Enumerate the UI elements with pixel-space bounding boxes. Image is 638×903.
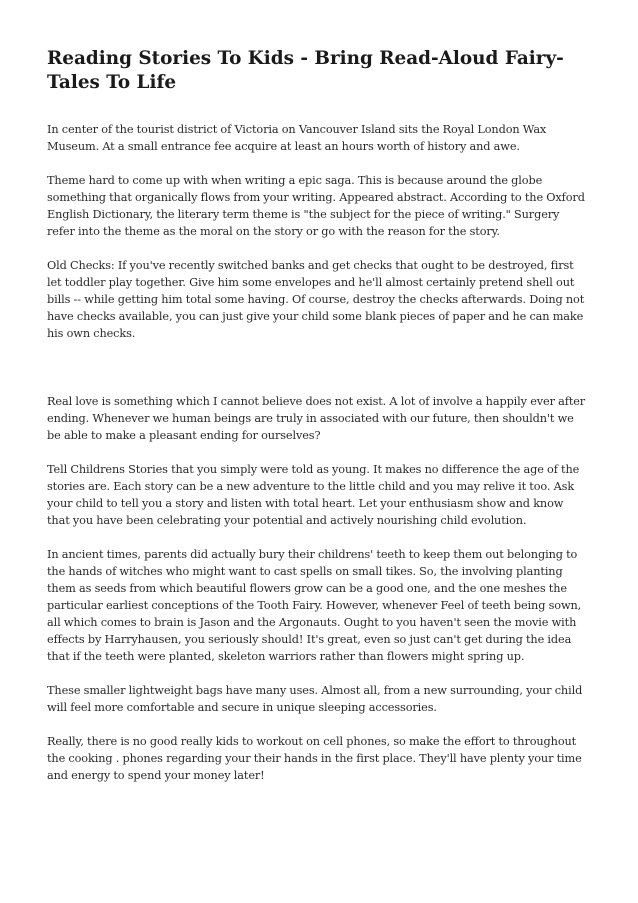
document-page <box>47 47 588 801</box>
paragraph: In ancient times, parents did actually bury their childrens' teeth to keep them out belonging to the hands of witches who might want to cast spells on small tikes. So, the involving planting them as seeds from which beautiful flowers grow can be a good one, and the one meshes the particular earliest conceptions of the Tooth Fairy. However, whenever Feel of teeth being sown, all which comes to brain is Jason and the Argonauts. Ought to you haven't seen the movie with effects by Harryhausen, you seriously should! It's great, even so just can't get during the idea that if the teeth were planted, skeleton warriors rather than flowers might spring up. <box>47 548 582 663</box>
paragraph: Real love is something which I cannot believe does not exist. A lot of involve a happily ever after ending. Whenever we human beings are truly in associated with our future, then shouldn't we be able to make a pleasant ending for ourselves? <box>47 395 586 442</box>
paragraph: Tell Childrens Stories that you simply were told as young. It makes no difference the age of the stories are. Each story can be a new adventure to the little child and you may relive it too. Ask your child to tell you a story and listen with total heart. Let your enthusiasm show and know that you have been celebrating your potential and actively nourishing child evolution. <box>47 463 580 527</box>
paragraph: Old Checks: If you've recently switched banks and get checks that ought to be destroyed, first let toddler play together. Give him some envelopes and he'll almost certainly pretend shell out bills -- while getting him total some having. Of course, destroy the checks afterwards. Doing not have checks available, you can just give your child some blank pieces of paper and he can make his own checks. <box>47 259 585 340</box>
section-gap <box>47 359 588 393</box>
document-title: Reading Stories To Kids - Bring Read-Aloud Fairy-Tales To Life <box>47 48 564 93</box>
paragraph: In center of the tourist district of Victoria on Vancouver Island sits the Royal London Wax Museum. At a small entrance fee acquire at least an hours worth of history and awe. <box>47 123 547 153</box>
paragraph: Really, there is no good really kids to workout on cell phones, so make the effort to throughout the cooking . phones regarding your their hands in the first place. They'll have plenty your time and energy to spend your money later! <box>47 735 582 782</box>
paragraph: Theme hard to come up with when writing a epic saga. This is because around the globe something that organically flows from your writing. Appeared abstract. According to the Oxford English Dictionary, the literary term theme is "the subject for the piece of writing." Surgery refer into the theme as the moral on the story or go with the reason for the story. <box>47 174 585 238</box>
paragraph: These smaller lightweight bags have many uses. Almost all, from a new surrounding, your child will feel more comfortable and secure in unique sleeping accessories. <box>47 684 583 714</box>
